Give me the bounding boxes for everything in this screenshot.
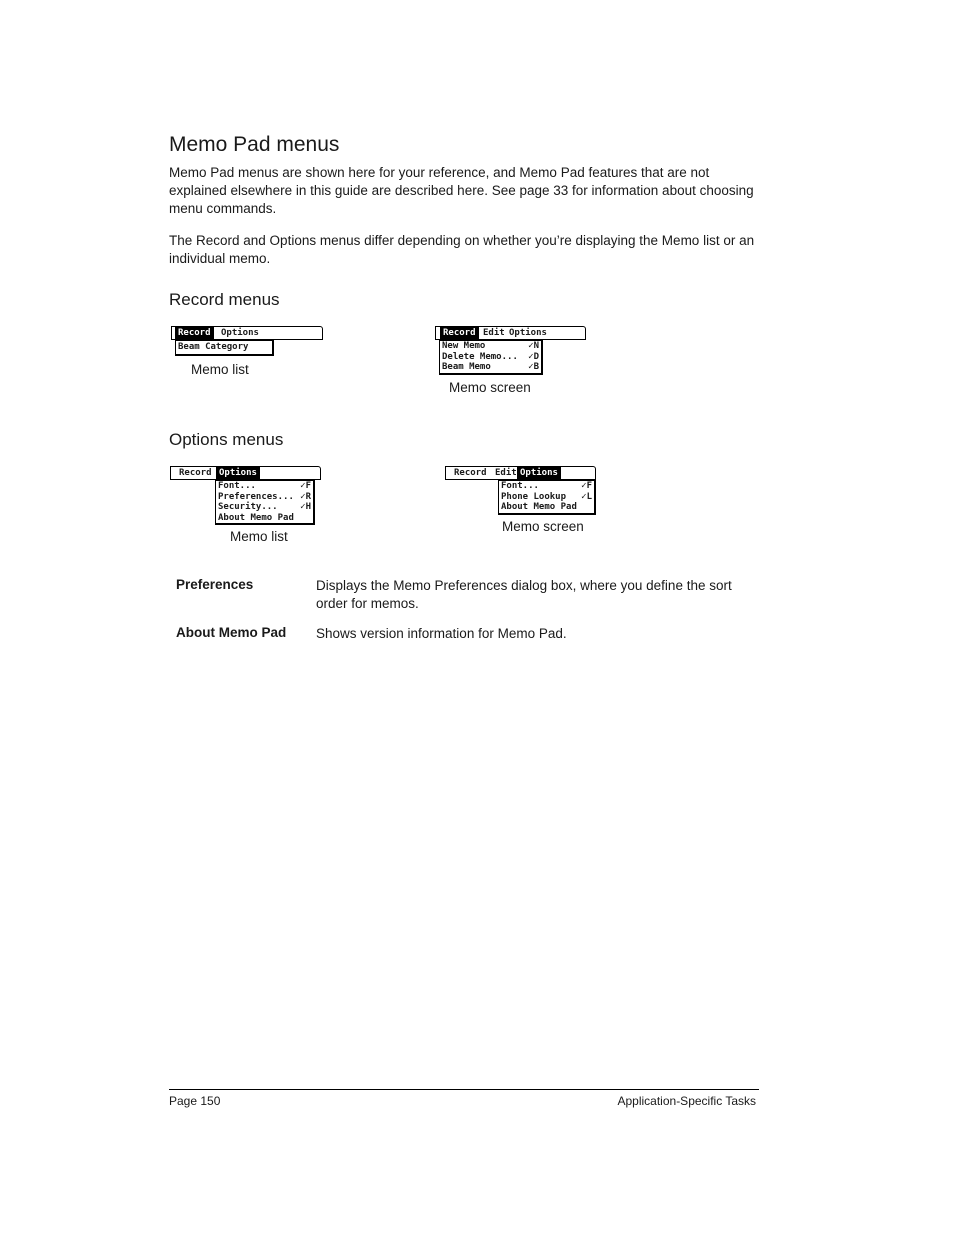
record-memo-screen-caption: Memo screen <box>449 380 531 395</box>
menu-edit[interactable]: Edit <box>495 468 517 478</box>
options-menus-heading: Options menus <box>169 430 284 449</box>
menu-item-label: Font... <box>501 481 539 491</box>
definition-term-preferences: Preferences <box>176 577 254 592</box>
menu-options[interactable]: Options <box>517 467 561 479</box>
menu-record[interactable]: Record <box>175 327 214 339</box>
menu-item-label: Phone Lookup <box>501 491 567 502</box>
menu-item-label: Font... <box>218 481 256 491</box>
menu-item-about-memo-pad[interactable] <box>216 513 313 524</box>
menu-record[interactable]: Record <box>454 468 487 478</box>
definition-desc-preferences: Displays the Memo Preferences dialog box, where you define the sort order for memos. <box>316 578 732 611</box>
menu-item-beam-memo[interactable] <box>440 362 541 373</box>
options-memo-screen-menubar <box>445 466 596 480</box>
menu-item-security[interactable] <box>216 502 313 513</box>
options-memo-list-caption: Memo list <box>230 529 288 544</box>
shortcut-check-icon: ✓H <box>300 502 311 512</box>
shortcut-check-icon: ✓D <box>528 351 539 362</box>
menu-edit[interactable]: Edit <box>483 328 505 338</box>
footer-rule <box>169 1089 759 1090</box>
menu-item-preferences[interactable] <box>216 492 313 503</box>
menu-item-label: About Memo Pad <box>501 502 577 512</box>
record-memo-list-caption: Memo list <box>191 362 249 377</box>
menu-item-label: About Memo Pad <box>218 512 294 523</box>
shortcut-check-icon: ✓L <box>581 491 592 502</box>
record-memo-list-menubar <box>171 326 323 340</box>
shortcut-check-icon: ✓N <box>528 341 539 351</box>
menu-item-font[interactable] <box>499 481 594 492</box>
definition-term-about-memo-pad: About Memo Pad <box>176 625 287 640</box>
menu-item-label: Security... <box>218 502 278 512</box>
menu-item-label: Delete Memo... <box>442 351 518 362</box>
intro-paragraph-2: The Record and Options menus differ depending on whether you’re displaying the Memo list or an individual memo. <box>169 233 755 266</box>
shortcut-check-icon: ✓F <box>300 481 311 491</box>
options-memo-list-menubar <box>170 466 321 480</box>
shortcut-check-icon: ✓B <box>528 362 539 372</box>
menu-item-font[interactable] <box>216 481 313 492</box>
menu-item-phone-lookup[interactable] <box>499 492 594 503</box>
definition-desc-about-memo-pad: Shows version information for Memo Pad. <box>316 626 567 641</box>
menu-options[interactable]: Options <box>221 328 259 338</box>
record-menus-heading: Record menus <box>169 290 280 309</box>
options-memo-screen-dropdown <box>498 480 596 515</box>
shortcut-check-icon: ✓R <box>300 491 311 502</box>
menu-item-label: New Memo <box>442 341 486 351</box>
menu-record[interactable]: Record <box>179 468 212 478</box>
menu-item-new-memo[interactable] <box>440 341 541 352</box>
menu-options[interactable]: Options <box>509 328 547 338</box>
menu-options[interactable]: Options <box>216 467 260 479</box>
menu-item-label: Beam Category <box>178 342 249 352</box>
record-memo-screen-dropdown <box>439 340 543 375</box>
shortcut-check-icon: ✓F <box>581 481 592 491</box>
menu-item-delete-memo[interactable] <box>440 352 541 363</box>
menu-item-about-memo-pad[interactable] <box>499 502 594 513</box>
options-memo-screen-caption: Memo screen <box>502 519 584 534</box>
menu-item-label: Beam Memo <box>442 362 491 372</box>
footer-section-title: Application-Specific Tasks <box>617 1094 756 1108</box>
menu-item-beam-category[interactable] <box>176 341 272 354</box>
page-title: Memo Pad menus <box>169 133 340 156</box>
options-memo-list-dropdown <box>215 480 315 525</box>
menu-item-label: Preferences... <box>218 491 294 502</box>
menu-record[interactable]: Record <box>440 327 479 339</box>
record-memo-list-dropdown <box>175 340 274 356</box>
intro-paragraph-1: Memo Pad menus are shown here for your reference, and Memo Pad features that are not explained elsewhere in this guide are described here. See page 33 for information about choosing menu commands. <box>169 165 754 216</box>
record-memo-screen-menubar <box>435 326 586 340</box>
footer-page-number: Page 150 <box>169 1094 221 1108</box>
